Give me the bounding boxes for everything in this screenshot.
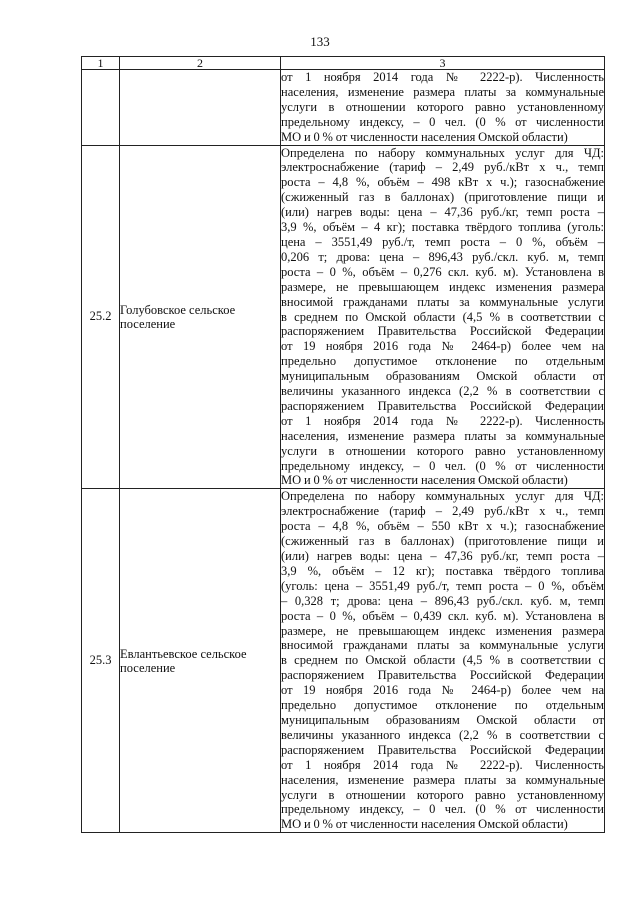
description-line: величины указанного индекса (2,2 % в соответствии с	[281, 727, 604, 742]
row-number-cell: 25.2	[82, 145, 120, 489]
table-row-25-2	[82, 145, 605, 489]
description-line: от 1 ноября 2014 года № 2222-р). Численность	[281, 70, 604, 84]
description-line: населения, изменение размера платы за коммунальные	[281, 772, 604, 787]
description-line: величины указанного индекса (2,2 % в соответствии с	[281, 384, 604, 399]
description-line: распоряжением Правительства Российской Федерации	[281, 668, 604, 683]
description-line: предельному индексу, – 0 чел. (0 % от численности	[281, 114, 604, 129]
description-line: (сжиженный газ в баллонах) (приготовление пищи и	[281, 534, 604, 549]
description-line: от 1 ноября 2014 года № 2222-р). Численность	[281, 757, 604, 772]
description-line: от 19 ноября 2016 года № 2464-р) более чем на	[281, 339, 604, 354]
description-line: (или) нагрев воды: цена – 47,36 руб./кг, темп роста –	[281, 549, 604, 563]
municipality-name-cell	[120, 70, 281, 146]
description-line: (или) нагрев воды: цена – 47,36 руб./кг, темп роста –	[281, 205, 604, 220]
description-line: предельно допустимое отклонение по отдельным	[281, 698, 604, 713]
description-line: 3,9 %, объём – 12 кг); поставка твёрдого топлива	[281, 563, 604, 578]
description-line: услуги в отношении которого равно установленному	[281, 787, 604, 802]
description-line: вносимой гражданами платы за коммунальные услуги	[281, 294, 604, 309]
description-line: – 0,328 т; дрова: цена – 896,43 руб./скл. куб. м, темп	[281, 593, 604, 608]
description-line: роста – 0 %, объём – 0,276 скл. куб. м). Установлена в	[281, 264, 604, 279]
description-line: в среднем по Омской области (4,5 % в соответствии с	[281, 653, 604, 668]
page-number: 133	[310, 34, 330, 49]
column-header-2: 2	[120, 57, 281, 70]
table-row-25-3	[82, 489, 605, 833]
description-line: электроснабжение (тариф – 2,49 руб./кВт х ч., темп	[281, 160, 604, 175]
description-line: размере, не превышающем индекс изменения размера	[281, 279, 604, 294]
description-line: населения, изменение размера платы за коммунальные	[281, 428, 604, 443]
description-line: услуги в отношении которого равно установленному	[281, 443, 604, 458]
description-line: размере, не превышающем индекс изменения размера	[281, 623, 604, 638]
description-line: от 19 ноября 2016 года № 2464-р) более чем на	[281, 683, 604, 698]
tariff-table	[81, 56, 605, 833]
description-line: распоряжением Правительства Российской Федерации	[281, 324, 604, 339]
description-line: муниципальным образованиям Омской области от	[281, 712, 604, 727]
description-line: предельному индексу, – 0 чел. (0 % от численности	[281, 802, 604, 817]
column-header-3: 3	[281, 57, 605, 70]
description-line: (сжиженный газ в баллонах) (приготовление пищи и	[281, 190, 604, 205]
description-line: услуги в отношении которого равно установленному	[281, 99, 604, 114]
description-line: Определена по набору коммунальных услуг для ЧД:	[281, 145, 604, 160]
description-line: 3,9 %, объём – 4 кг); поставка твёрдого топлива (уголь:	[281, 220, 604, 235]
description-line: МО и 0 % от численности населения Омской области)	[281, 817, 568, 832]
table-row-continuation	[82, 70, 605, 146]
column-header-1: 1	[82, 57, 120, 70]
description-line: муниципальным образованиям Омской области от	[281, 369, 604, 384]
description-line: от 1 ноября 2014 года № 2222-р). Численность	[281, 413, 604, 428]
description-line: роста – 4,8 %, объём – 498 кВт х ч.); газоснабжение	[281, 175, 604, 190]
description-line: роста – 4,8 %, объём – 550 кВт х ч.); газоснабжение	[281, 519, 604, 534]
description-cell	[281, 70, 605, 146]
description-line: распоряжением Правительства Российской Федерации	[281, 742, 604, 757]
description-cell	[281, 145, 605, 489]
table-header-row	[82, 57, 605, 70]
description-line: вносимой гражданами платы за коммунальные услуги	[281, 638, 604, 653]
description-line: предельно допустимое отклонение по отдельным	[281, 354, 604, 369]
description-line: в среднем по Омской области (4,5 % в соответствии с	[281, 309, 604, 324]
description-line: предельному индексу, – 0 чел. (0 % от численности	[281, 458, 604, 473]
description-line: МО и 0 % от численности населения Омской области)	[281, 129, 568, 144]
description-line: роста – 0 %, объём – 0,439 скл. куб. м). Установлена в	[281, 608, 604, 623]
description-line: 0,206 т; дрова: цена – 896,43 руб./скл. куб. м, темп	[281, 249, 604, 264]
description-line: цена – 3551,49 руб./т, темп роста – 0 %, объём –	[281, 234, 604, 249]
description-line: электроснабжение (тариф – 2,49 руб./кВт х ч., темп	[281, 504, 604, 519]
municipality-name-cell: Голубовское сельское поселение	[120, 145, 281, 489]
description-line: населения, изменение размера платы за коммунальные	[281, 84, 604, 99]
municipality-name-cell: Евлантьевское сельское поселение	[120, 489, 281, 833]
description-line: Определена по набору коммунальных услуг для ЧД:	[281, 489, 604, 504]
description-line: распоряжением Правительства Российской Федерации	[281, 398, 604, 413]
description-cell	[281, 489, 605, 833]
row-number-cell: 25.3	[82, 489, 120, 833]
description-line: (уголь: цена – 3551,49 руб./т, темп роста – 0 %, объём	[281, 578, 604, 593]
row-number-cell	[82, 70, 120, 146]
description-line: МО и 0 % от численности населения Омской области)	[281, 473, 568, 488]
